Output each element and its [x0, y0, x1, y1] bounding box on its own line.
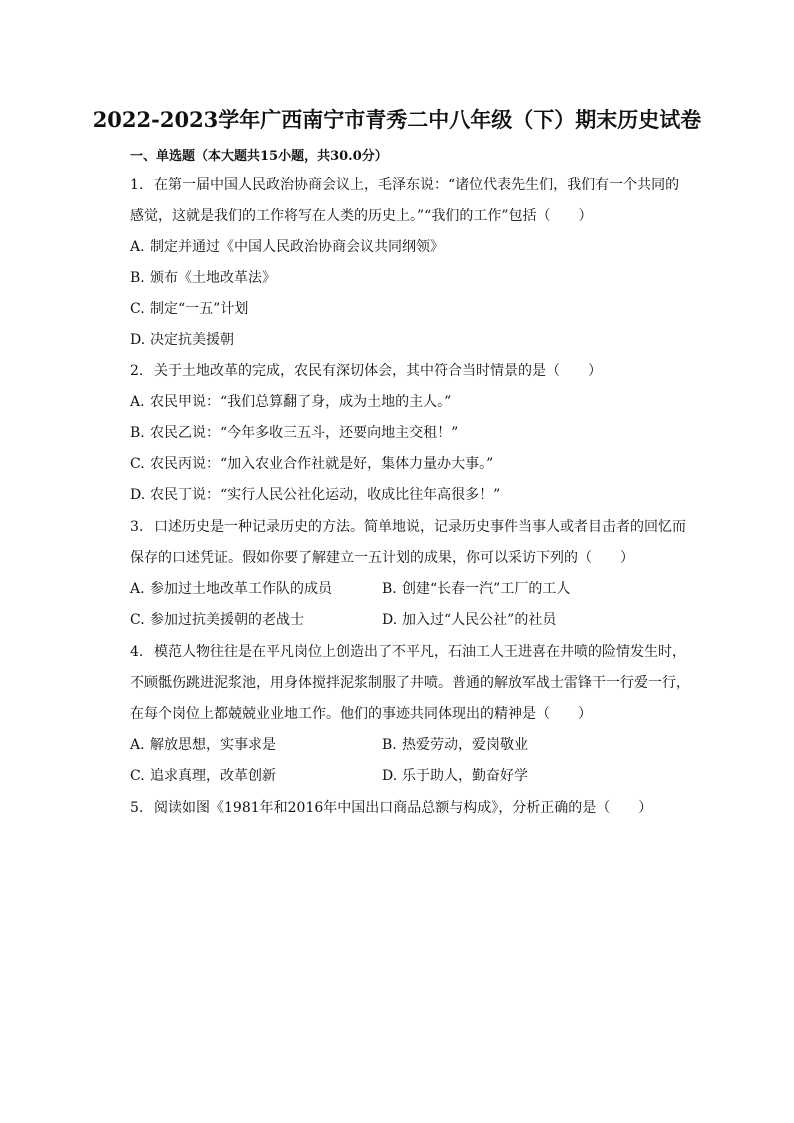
question-2-option-b — [130, 423, 458, 443]
option-letter: C. — [130, 768, 145, 784]
option-letter: B. — [130, 425, 145, 441]
option-text: 创建“长春一汽”工厂的工人 — [402, 581, 571, 597]
question-number: 2. — [130, 363, 144, 379]
option-letter: A. — [130, 737, 145, 753]
option-text: 制定并通过《中国人民政治协商会议共同纲领》 — [150, 239, 444, 255]
question-1-option-a — [130, 237, 444, 257]
section-header: 一、单选题（本大题共15小题，共30.0分） — [130, 149, 388, 164]
option-letter: B. — [130, 270, 145, 286]
question-1-option-b — [130, 268, 276, 288]
option-letter: A. — [130, 581, 145, 597]
option-letter: D. — [130, 487, 146, 503]
question-3-stem-line-1 — [130, 517, 686, 537]
question-3-option-a — [130, 579, 332, 599]
question-3-option-b — [382, 579, 570, 599]
question-2-option-c — [130, 454, 493, 474]
question-text: 阅读如图《1981年和2016年中国出口商品总额与构成》，分析正确的是（ ） — [154, 800, 653, 816]
option-text: 颁布《土地改革法》 — [150, 270, 276, 286]
option-letter: B. — [382, 737, 397, 753]
exam-title: 2022-2023学年广西南宁市青秀二中八年级（下）期末历史试卷 — [92, 107, 702, 132]
question-number: 1. — [130, 177, 144, 193]
option-letter: D. — [130, 332, 146, 348]
option-letter: A. — [130, 239, 145, 255]
option-text: 参加过抗美援朝的老战士 — [150, 612, 304, 628]
question-4-stem-line-2: 不顾骶伤跳进泥浆池，用身体搅拌泥浆制服了井喷。普通的解放军战士雷锋干一行爱一行， — [130, 675, 690, 691]
question-3-option-c — [130, 610, 304, 630]
question-1-stem-line-2: 感觉，这就是我们的工作将写在人类的历史上。”“我们的工作”包括（ ） — [130, 208, 593, 224]
option-text: 决定抗美援朝 — [150, 332, 234, 348]
question-3-option-d — [382, 610, 556, 630]
option-text: 农民丙说：“加入农业合作社就是好，集体力量办大事。” — [150, 456, 494, 472]
question-3-stem-line-2: 保存的口述凭证。假如你要了解建立一五计划的成果，你可以采访下列的（ ） — [130, 550, 634, 566]
question-4-option-d — [382, 766, 528, 786]
question-4-stem-line-3: 在每个岗位上都兢兢业业地工作。他们的事迹共同体现出的精神是（ ） — [130, 706, 592, 722]
option-text: 农民甲说：“我们总算翻了身，成为土地的主人。” — [150, 394, 452, 410]
question-2-option-d — [130, 485, 500, 505]
question-1-option-c — [130, 299, 248, 319]
option-letter: C. — [130, 301, 145, 317]
question-1-option-d — [130, 330, 234, 350]
option-letter: D. — [382, 612, 398, 628]
option-letter: C. — [130, 612, 145, 628]
question-4-stem-line-1 — [130, 642, 686, 662]
question-5-stem-line-1 — [130, 798, 652, 818]
option-text: 热爱劳动，爱岗敬业 — [402, 737, 528, 753]
question-text: 模范人物往往是在平凡岗位上创造出了不平凡，石油工人王进喜在井喷的险情发生时， — [154, 644, 686, 660]
option-text: 制定“一五”计划 — [150, 301, 249, 317]
option-text: 加入过“人民公社”的社员 — [402, 612, 557, 628]
question-text: 在第一届中国人民政治协商会议上，毛泽东说：“诸位代表先生们，我们有一个共同的 — [154, 177, 680, 193]
question-1-stem-line-1 — [130, 175, 679, 195]
question-4-option-c — [130, 766, 276, 786]
option-text: 参加过土地改革工作队的成员 — [150, 581, 332, 597]
option-text: 追求真理，改革创新 — [150, 768, 276, 784]
question-number: 3. — [130, 519, 144, 535]
question-text: 口述历史是一种记录历史的方法。简单地说，记录历史事件当事人或者目击者的回忆而 — [154, 519, 686, 535]
option-text: 农民乙说：“今年多收三五斗，还要向地主交租！” — [150, 425, 459, 441]
question-4-option-b — [382, 735, 528, 755]
option-letter: D. — [382, 768, 398, 784]
option-text: 乐于助人，勤奋好学 — [402, 768, 528, 784]
question-2-stem-line-1 — [130, 361, 602, 381]
option-text: 解放思想，实事求是 — [150, 737, 276, 753]
question-text: 关于土地改革的完成，农民有深切体会，其中符合当时情景的是（ ） — [154, 363, 602, 379]
option-letter: C. — [130, 456, 145, 472]
question-2-option-a — [130, 392, 451, 412]
option-letter: B. — [382, 581, 397, 597]
option-letter: A. — [130, 394, 145, 410]
question-number: 5. — [130, 800, 144, 816]
option-text: 农民丁说：“实行人民公社化运动，收成比往年高很多！” — [150, 487, 501, 503]
question-number: 4. — [130, 644, 144, 660]
question-4-option-a — [130, 735, 276, 755]
